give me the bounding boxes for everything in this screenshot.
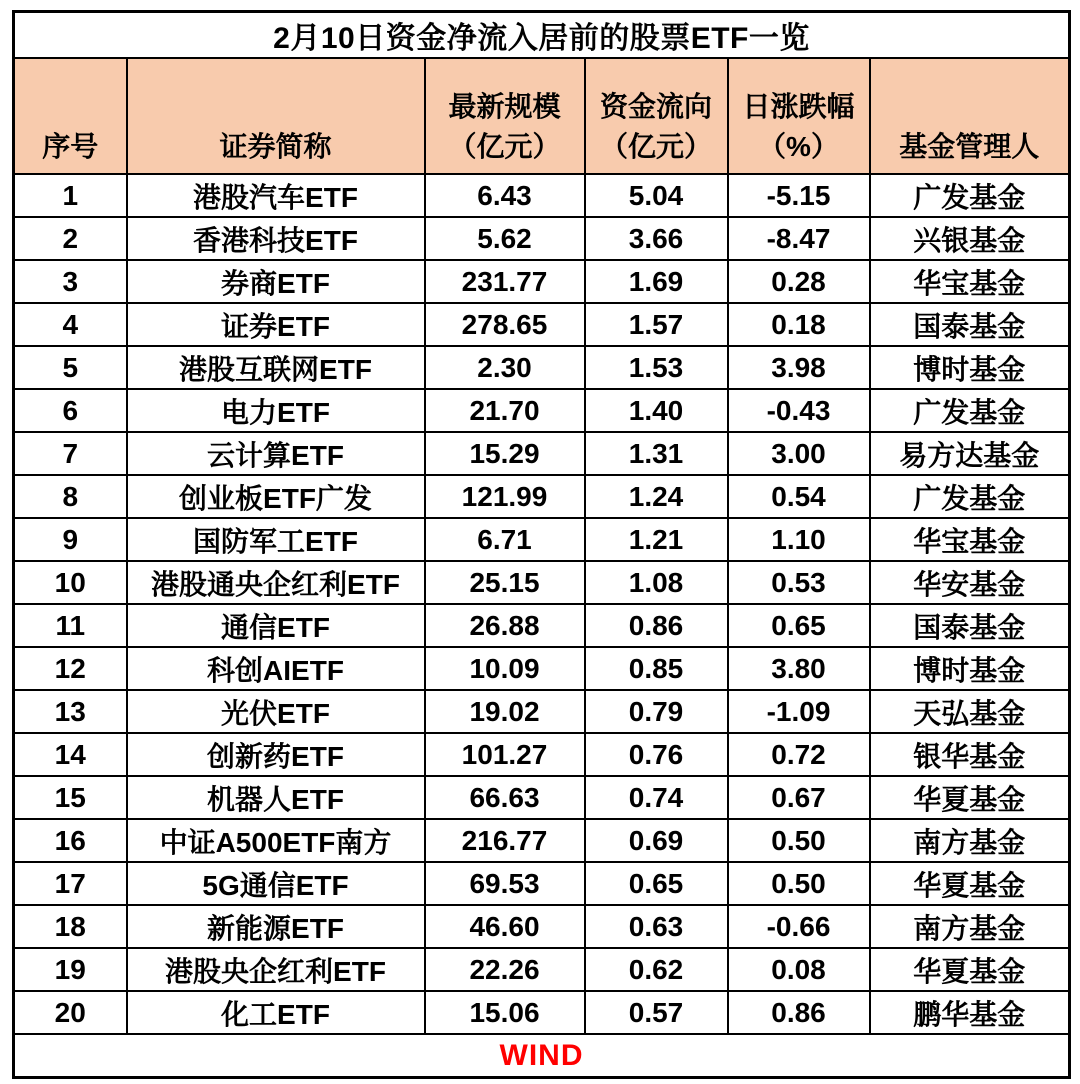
cell-latest-scale: 6.71 bbox=[425, 518, 585, 561]
column-header-sublabel: （亿元） bbox=[448, 131, 561, 162]
cell-etf-name: 光伏ETF bbox=[127, 690, 425, 733]
cell-fund-flow: 1.40 bbox=[585, 389, 728, 432]
cell-fund-manager: 华宝基金 bbox=[870, 260, 1070, 303]
cell-latest-scale: 2.30 bbox=[425, 346, 585, 389]
cell-latest-scale: 101.27 bbox=[425, 733, 585, 776]
table-row bbox=[14, 475, 1070, 518]
cell-rank: 15 bbox=[14, 776, 127, 819]
cell-daily-change: 3.98 bbox=[728, 346, 870, 389]
table-row bbox=[14, 948, 1070, 991]
table-row bbox=[14, 303, 1070, 346]
cell-etf-name: 电力ETF bbox=[127, 389, 425, 432]
table-source-row bbox=[14, 1034, 1070, 1078]
cell-fund-manager: 广发基金 bbox=[870, 174, 1070, 217]
cell-latest-scale: 15.29 bbox=[425, 432, 585, 475]
table-row bbox=[14, 346, 1070, 389]
cell-fund-manager: 博时基金 bbox=[870, 346, 1070, 389]
cell-etf-name: 港股汽车ETF bbox=[127, 174, 425, 217]
cell-fund-flow: 3.66 bbox=[585, 217, 728, 260]
cell-etf-name: 证券ETF bbox=[127, 303, 425, 346]
cell-latest-scale: 15.06 bbox=[425, 991, 585, 1034]
cell-fund-manager: 华夏基金 bbox=[870, 776, 1070, 819]
cell-fund-manager: 华宝基金 bbox=[870, 518, 1070, 561]
table-row bbox=[14, 432, 1070, 475]
cell-latest-scale: 6.43 bbox=[425, 174, 585, 217]
cell-fund-flow: 0.69 bbox=[585, 819, 728, 862]
cell-latest-scale: 121.99 bbox=[425, 475, 585, 518]
table-row bbox=[14, 862, 1070, 905]
column-header-label: 序号 bbox=[42, 131, 99, 162]
table-row bbox=[14, 174, 1070, 217]
cell-rank: 10 bbox=[14, 561, 127, 604]
cell-daily-change: 0.53 bbox=[728, 561, 870, 604]
cell-daily-change: 3.80 bbox=[728, 647, 870, 690]
cell-daily-change: -1.09 bbox=[728, 690, 870, 733]
cell-daily-change: 0.18 bbox=[728, 303, 870, 346]
cell-etf-name: 中证A500ETF南方 bbox=[127, 819, 425, 862]
cell-etf-name: 新能源ETF bbox=[127, 905, 425, 948]
cell-fund-flow: 1.24 bbox=[585, 475, 728, 518]
cell-etf-name: 香港科技ETF bbox=[127, 217, 425, 260]
column-header-fund-flow bbox=[585, 58, 728, 174]
column-header-label: 最新规模 bbox=[448, 91, 561, 122]
cell-rank: 1 bbox=[14, 174, 127, 217]
cell-fund-flow: 0.63 bbox=[585, 905, 728, 948]
cell-rank: 14 bbox=[14, 733, 127, 776]
cell-rank: 8 bbox=[14, 475, 127, 518]
column-header-label: 日涨跌幅 bbox=[742, 91, 855, 122]
cell-fund-flow: 0.74 bbox=[585, 776, 728, 819]
table-row bbox=[14, 604, 1070, 647]
column-header-sublabel: （%） bbox=[758, 131, 839, 162]
cell-fund-manager: 鹏华基金 bbox=[870, 991, 1070, 1034]
cell-fund-manager: 华安基金 bbox=[870, 561, 1070, 604]
table-row bbox=[14, 260, 1070, 303]
table-row bbox=[14, 217, 1070, 260]
cell-rank: 9 bbox=[14, 518, 127, 561]
cell-daily-change: 0.50 bbox=[728, 862, 870, 905]
table-row bbox=[14, 647, 1070, 690]
cell-etf-name: 科创AIETF bbox=[127, 647, 425, 690]
cell-daily-change: 3.00 bbox=[728, 432, 870, 475]
cell-fund-manager: 华夏基金 bbox=[870, 862, 1070, 905]
table-row bbox=[14, 733, 1070, 776]
cell-daily-change: 1.10 bbox=[728, 518, 870, 561]
cell-fund-flow: 0.76 bbox=[585, 733, 728, 776]
cell-latest-scale: 231.77 bbox=[425, 260, 585, 303]
cell-etf-name: 机器人ETF bbox=[127, 776, 425, 819]
cell-daily-change: -0.43 bbox=[728, 389, 870, 432]
cell-fund-manager: 南方基金 bbox=[870, 819, 1070, 862]
table-title: 2月10日资金净流入居前的股票ETF一览 bbox=[14, 12, 1070, 59]
cell-latest-scale: 216.77 bbox=[425, 819, 585, 862]
cell-etf-name: 化工ETF bbox=[127, 991, 425, 1034]
cell-fund-flow: 1.08 bbox=[585, 561, 728, 604]
cell-latest-scale: 278.65 bbox=[425, 303, 585, 346]
cell-latest-scale: 21.70 bbox=[425, 389, 585, 432]
cell-rank: 19 bbox=[14, 948, 127, 991]
cell-rank: 17 bbox=[14, 862, 127, 905]
cell-daily-change: 0.08 bbox=[728, 948, 870, 991]
cell-fund-flow: 1.69 bbox=[585, 260, 728, 303]
cell-fund-manager: 华夏基金 bbox=[870, 948, 1070, 991]
cell-fund-flow: 5.04 bbox=[585, 174, 728, 217]
cell-etf-name: 通信ETF bbox=[127, 604, 425, 647]
column-header-label: 资金流向 bbox=[599, 91, 712, 122]
cell-fund-manager: 广发基金 bbox=[870, 389, 1070, 432]
cell-etf-name: 5G通信ETF bbox=[127, 862, 425, 905]
cell-etf-name: 港股通央企红利ETF bbox=[127, 561, 425, 604]
cell-fund-manager: 易方达基金 bbox=[870, 432, 1070, 475]
column-header-etf-name bbox=[127, 58, 425, 174]
cell-fund-manager: 银华基金 bbox=[870, 733, 1070, 776]
cell-fund-manager: 国泰基金 bbox=[870, 303, 1070, 346]
cell-fund-manager: 兴银基金 bbox=[870, 217, 1070, 260]
cell-rank: 7 bbox=[14, 432, 127, 475]
cell-latest-scale: 22.26 bbox=[425, 948, 585, 991]
cell-daily-change: 0.54 bbox=[728, 475, 870, 518]
cell-etf-name: 创业板ETF广发 bbox=[127, 475, 425, 518]
cell-etf-name: 券商ETF bbox=[127, 260, 425, 303]
table-row bbox=[14, 389, 1070, 432]
cell-rank: 5 bbox=[14, 346, 127, 389]
cell-daily-change: 0.65 bbox=[728, 604, 870, 647]
column-header-fund-manager bbox=[870, 58, 1070, 174]
cell-etf-name: 创新药ETF bbox=[127, 733, 425, 776]
column-header-label: 基金管理人 bbox=[899, 131, 1040, 162]
cell-latest-scale: 19.02 bbox=[425, 690, 585, 733]
cell-fund-flow: 0.85 bbox=[585, 647, 728, 690]
cell-daily-change: 0.72 bbox=[728, 733, 870, 776]
table-row bbox=[14, 690, 1070, 733]
column-header-daily-change bbox=[728, 58, 870, 174]
column-header-latest-scale bbox=[425, 58, 585, 174]
table-row bbox=[14, 991, 1070, 1034]
cell-rank: 11 bbox=[14, 604, 127, 647]
cell-daily-change: -5.15 bbox=[728, 174, 870, 217]
cell-rank: 3 bbox=[14, 260, 127, 303]
cell-latest-scale: 25.15 bbox=[425, 561, 585, 604]
cell-fund-manager: 博时基金 bbox=[870, 647, 1070, 690]
table-row bbox=[14, 905, 1070, 948]
cell-fund-manager: 广发基金 bbox=[870, 475, 1070, 518]
cell-daily-change: -8.47 bbox=[728, 217, 870, 260]
table-header-row bbox=[14, 58, 1070, 174]
cell-etf-name: 港股央企红利ETF bbox=[127, 948, 425, 991]
cell-fund-flow: 1.31 bbox=[585, 432, 728, 475]
table-title-row bbox=[14, 12, 1070, 59]
cell-daily-change: -0.66 bbox=[728, 905, 870, 948]
cell-fund-flow: 0.57 bbox=[585, 991, 728, 1034]
cell-fund-flow: 1.21 bbox=[585, 518, 728, 561]
column-header-label: 证券简称 bbox=[219, 131, 332, 162]
column-header-rank bbox=[14, 58, 127, 174]
cell-latest-scale: 26.88 bbox=[425, 604, 585, 647]
cell-rank: 6 bbox=[14, 389, 127, 432]
cell-fund-flow: 0.79 bbox=[585, 690, 728, 733]
cell-etf-name: 云计算ETF bbox=[127, 432, 425, 475]
cell-fund-manager: 天弘基金 bbox=[870, 690, 1070, 733]
cell-fund-flow: 1.53 bbox=[585, 346, 728, 389]
table-row bbox=[14, 776, 1070, 819]
cell-etf-name: 港股互联网ETF bbox=[127, 346, 425, 389]
cell-latest-scale: 66.63 bbox=[425, 776, 585, 819]
cell-rank: 2 bbox=[14, 217, 127, 260]
cell-latest-scale: 46.60 bbox=[425, 905, 585, 948]
cell-daily-change: 0.67 bbox=[728, 776, 870, 819]
cell-etf-name: 国防军工ETF bbox=[127, 518, 425, 561]
cell-rank: 16 bbox=[14, 819, 127, 862]
cell-fund-manager: 国泰基金 bbox=[870, 604, 1070, 647]
cell-latest-scale: 5.62 bbox=[425, 217, 585, 260]
cell-latest-scale: 10.09 bbox=[425, 647, 585, 690]
cell-daily-change: 0.50 bbox=[728, 819, 870, 862]
cell-rank: 12 bbox=[14, 647, 127, 690]
cell-rank: 4 bbox=[14, 303, 127, 346]
cell-fund-flow: 0.86 bbox=[585, 604, 728, 647]
cell-rank: 20 bbox=[14, 991, 127, 1034]
cell-fund-flow: 0.65 bbox=[585, 862, 728, 905]
data-source-label: WIND bbox=[14, 1034, 1070, 1078]
etf-inflow-table bbox=[12, 10, 1071, 1079]
cell-daily-change: 0.28 bbox=[728, 260, 870, 303]
table-row bbox=[14, 518, 1070, 561]
cell-fund-flow: 0.62 bbox=[585, 948, 728, 991]
table-row bbox=[14, 819, 1070, 862]
cell-daily-change: 0.86 bbox=[728, 991, 870, 1034]
cell-latest-scale: 69.53 bbox=[425, 862, 585, 905]
cell-rank: 13 bbox=[14, 690, 127, 733]
column-header-sublabel: （亿元） bbox=[599, 131, 712, 162]
cell-fund-flow: 1.57 bbox=[585, 303, 728, 346]
table-row bbox=[14, 561, 1070, 604]
cell-fund-manager: 南方基金 bbox=[870, 905, 1070, 948]
cell-rank: 18 bbox=[14, 905, 127, 948]
